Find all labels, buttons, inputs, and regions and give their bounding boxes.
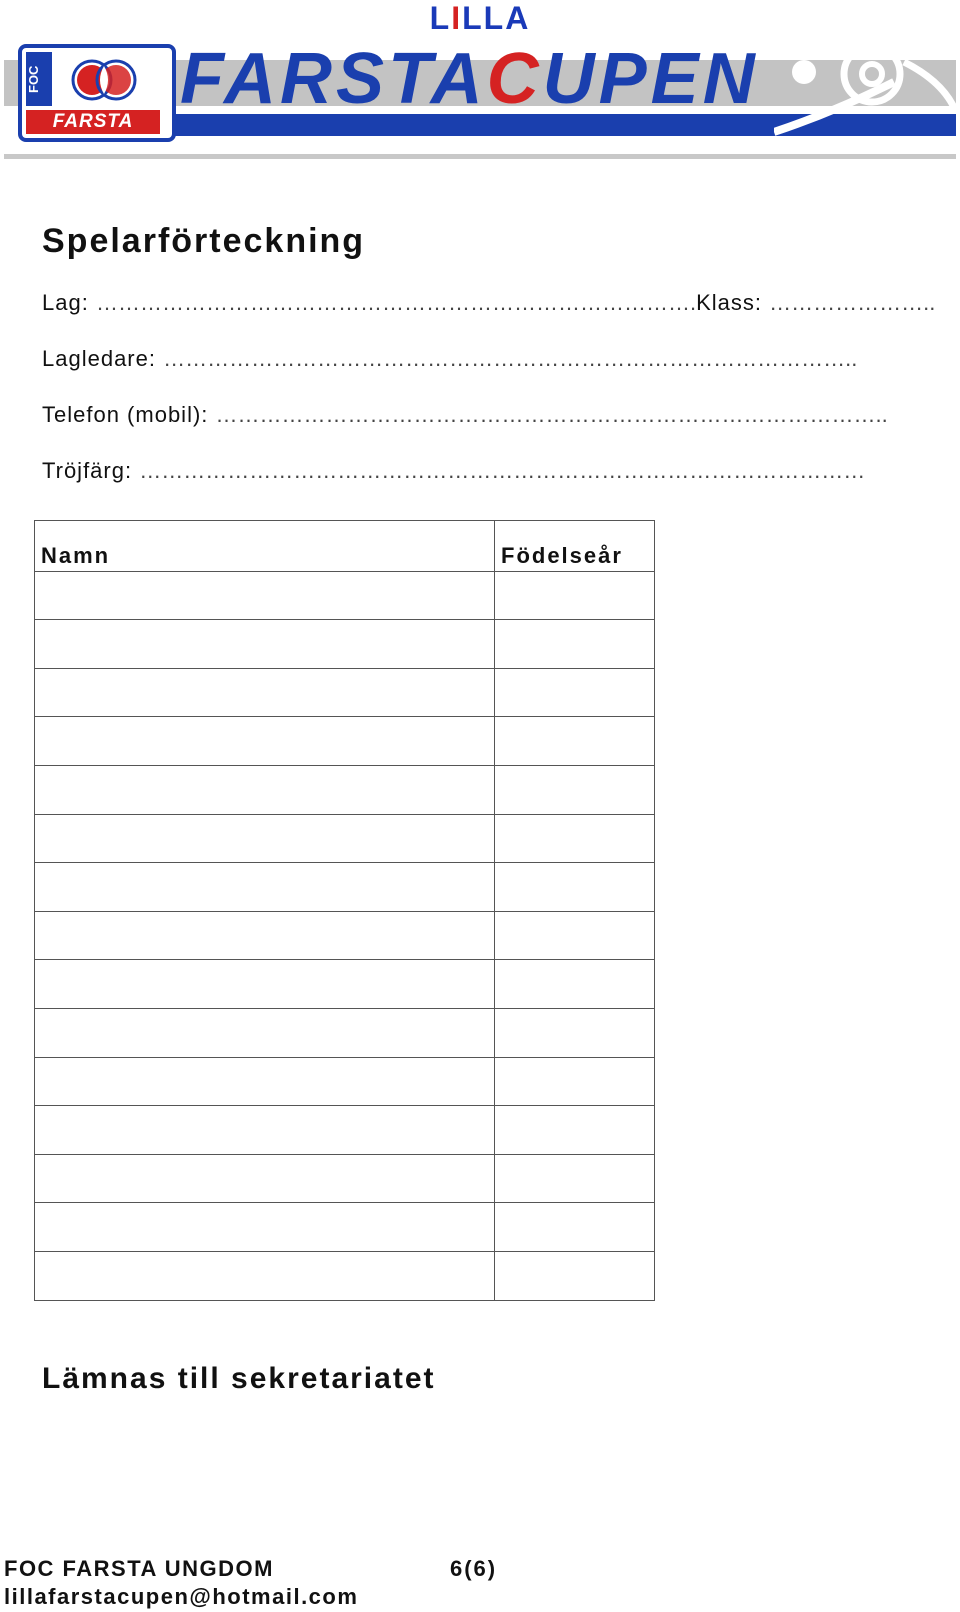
column-header-name: Namn bbox=[35, 521, 495, 572]
birth-year-cell[interactable] bbox=[495, 1251, 655, 1300]
jersey-color-field bbox=[42, 458, 865, 484]
name-cell[interactable] bbox=[35, 1251, 495, 1300]
team-leader-label: Lagledare: bbox=[42, 346, 156, 371]
birth-year-cell[interactable] bbox=[495, 717, 655, 766]
birth-year-cell[interactable] bbox=[495, 863, 655, 912]
birth-year-cell[interactable] bbox=[495, 765, 655, 814]
club-logo-bottom-text: FARSTA bbox=[26, 110, 160, 134]
banner-title-part3: UPEN bbox=[542, 39, 759, 119]
birth-year-cell[interactable] bbox=[495, 668, 655, 717]
team-fill-line: ………………………………………………………………………. bbox=[95, 290, 697, 315]
birth-year-cell[interactable] bbox=[495, 960, 655, 1009]
name-cell[interactable] bbox=[35, 960, 495, 1009]
table-row bbox=[35, 1203, 655, 1252]
birth-year-cell[interactable] bbox=[495, 1106, 655, 1155]
name-cell[interactable] bbox=[35, 1057, 495, 1106]
footer-email: lillafarstacupen@hotmail.com bbox=[4, 1584, 359, 1609]
birth-year-cell[interactable] bbox=[495, 911, 655, 960]
name-cell[interactable] bbox=[35, 717, 495, 766]
banner-title-c: C bbox=[486, 39, 543, 119]
table-row bbox=[35, 717, 655, 766]
table-row bbox=[35, 814, 655, 863]
name-cell[interactable] bbox=[35, 571, 495, 620]
table-row bbox=[35, 1057, 655, 1106]
submit-instruction: Lämnas till sekretariatet bbox=[42, 1362, 436, 1395]
name-cell[interactable] bbox=[35, 1106, 495, 1155]
class-fill-line: ………………….. bbox=[769, 290, 936, 315]
footer-page-number: 6(6) bbox=[450, 1556, 498, 1581]
club-logo bbox=[18, 44, 176, 142]
name-cell[interactable] bbox=[35, 1154, 495, 1203]
table-row bbox=[35, 1251, 655, 1300]
phone-label: Telefon (mobil): bbox=[42, 402, 209, 427]
table-row bbox=[35, 765, 655, 814]
name-cell[interactable] bbox=[35, 814, 495, 863]
birth-year-cell[interactable] bbox=[495, 571, 655, 620]
banner-title bbox=[180, 38, 759, 120]
name-cell[interactable] bbox=[35, 1203, 495, 1252]
phone-fill-line: ……………………………………………………………………………….. bbox=[215, 402, 888, 427]
birth-year-cell[interactable] bbox=[495, 1057, 655, 1106]
team-leader-fill-line: ………………………………………………………………………………….. bbox=[163, 346, 858, 371]
event-banner bbox=[4, 39, 956, 164]
footer-organization: FOC FARSTA UNGDOM bbox=[4, 1556, 274, 1581]
club-logo-side-text: FOC bbox=[26, 52, 52, 106]
table-row bbox=[35, 1106, 655, 1155]
table-row bbox=[35, 1008, 655, 1057]
birth-year-cell[interactable] bbox=[495, 1203, 655, 1252]
name-cell[interactable] bbox=[35, 863, 495, 912]
table-row bbox=[35, 960, 655, 1009]
table-row bbox=[35, 571, 655, 620]
team-field bbox=[42, 290, 935, 316]
table-row bbox=[35, 668, 655, 717]
banner-title-part1: FARSTA bbox=[180, 39, 487, 119]
roster-body bbox=[35, 571, 655, 1300]
name-cell[interactable] bbox=[35, 911, 495, 960]
team-label: Lag: bbox=[42, 290, 89, 315]
table-row bbox=[35, 911, 655, 960]
table-row bbox=[35, 1154, 655, 1203]
club-logo-rings-icon bbox=[64, 56, 144, 104]
name-cell[interactable] bbox=[35, 1008, 495, 1057]
event-top-word bbox=[0, 0, 960, 37]
top-word-part1: LI bbox=[429, 0, 463, 36]
jersey-color-fill-line: ……………………………………………………………………………………… bbox=[139, 458, 866, 483]
player-swirl-decoration-icon bbox=[774, 42, 956, 150]
jersey-color-label: Tröjfärg: bbox=[42, 458, 133, 483]
page-title: Spelarförteckning bbox=[42, 222, 366, 260]
phone-field bbox=[42, 402, 888, 428]
class-label: Klass: bbox=[696, 290, 762, 315]
table-row bbox=[35, 863, 655, 912]
banner-divider-line bbox=[4, 154, 956, 159]
table-row bbox=[35, 620, 655, 669]
birth-year-cell[interactable] bbox=[495, 814, 655, 863]
name-cell[interactable] bbox=[35, 620, 495, 669]
birth-year-cell[interactable] bbox=[495, 620, 655, 669]
name-cell[interactable] bbox=[35, 765, 495, 814]
player-roster-table bbox=[34, 520, 655, 1301]
team-leader-field bbox=[42, 346, 857, 372]
top-word-part2: LLA bbox=[462, 0, 531, 36]
birth-year-cell[interactable] bbox=[495, 1008, 655, 1057]
column-header-birth-year: Födelseår bbox=[495, 521, 655, 572]
name-cell[interactable] bbox=[35, 668, 495, 717]
table-header-row bbox=[35, 521, 655, 572]
birth-year-cell[interactable] bbox=[495, 1154, 655, 1203]
